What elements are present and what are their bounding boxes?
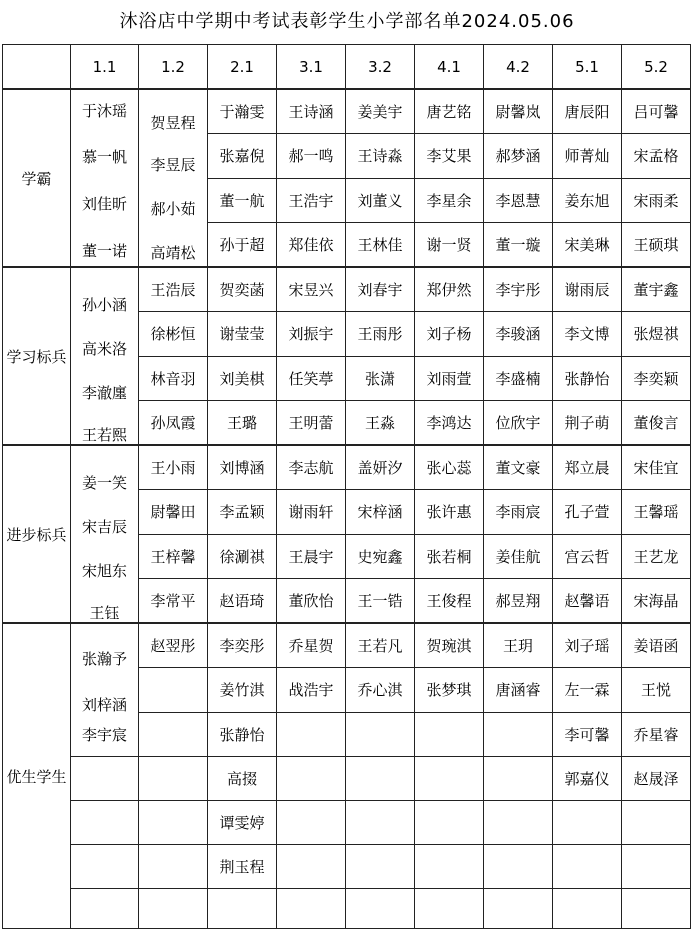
student-name: 于瀚雯 <box>208 89 277 134</box>
student-name: 姜语函 <box>622 623 691 668</box>
student-name: 师菁灿 <box>553 134 622 179</box>
student-name: 李雨宸 <box>484 490 553 535</box>
honor-roll-table <box>2 44 691 929</box>
table-row <box>3 889 691 929</box>
student-name: 徐彬恒 <box>139 312 208 357</box>
student-name: 张心蕊 <box>415 445 484 490</box>
student-name: 高掇 <box>208 757 277 801</box>
student-name: 王浩宇 <box>277 178 346 223</box>
table-row <box>3 445 691 490</box>
student-name: 高靖松 <box>150 244 196 262</box>
student-name <box>484 757 553 801</box>
student-name <box>277 712 346 757</box>
column-header: 3.1 <box>277 45 346 90</box>
student-name: 李文博 <box>553 312 622 357</box>
student-name <box>415 801 484 845</box>
student-name: 谢雨辰 <box>553 267 622 312</box>
student-name: 赵馨语 <box>553 579 622 624</box>
student-name <box>139 668 208 713</box>
student-name: 赵晟泽 <box>622 757 691 801</box>
corner-cell <box>3 45 71 90</box>
student-name: 张许惠 <box>415 490 484 535</box>
student-name: 王若凡 <box>346 623 415 668</box>
student-name: 张瀚予 <box>81 650 127 668</box>
student-name: 宫云哲 <box>553 534 622 579</box>
student-name: 尉馨岚 <box>484 89 553 134</box>
student-name: 史宛鑫 <box>346 534 415 579</box>
merged-name-cell <box>71 89 139 267</box>
table-row <box>3 801 691 845</box>
student-name: 唐艺铭 <box>415 89 484 134</box>
student-name: 刘美棋 <box>208 356 277 401</box>
student-name <box>346 712 415 757</box>
student-name: 高米洛 <box>81 340 127 358</box>
student-name: 李宇宸 <box>81 726 127 744</box>
student-name: 姜一笑 <box>81 474 127 492</box>
student-name: 孙凤霞 <box>139 401 208 446</box>
student-name: 郝一鸣 <box>277 134 346 179</box>
student-name: 李盛楠 <box>484 356 553 401</box>
student-name <box>346 889 415 929</box>
student-name: 王璐 <box>208 401 277 446</box>
student-name: 李奕颖 <box>622 356 691 401</box>
student-name: 宋梓涵 <box>346 490 415 535</box>
student-name <box>139 757 208 801</box>
student-name <box>622 845 691 889</box>
student-name: 孔子萱 <box>553 490 622 535</box>
student-name: 王小雨 <box>139 445 208 490</box>
student-name: 刘梓涵 <box>81 696 127 714</box>
student-name: 郝昱翔 <box>484 579 553 624</box>
column-header: 1.1 <box>71 45 139 90</box>
student-name: 王馨瑶 <box>622 490 691 535</box>
category-cell: 进步标兵 <box>3 445 71 623</box>
student-name: 贺奕菡 <box>208 267 277 312</box>
student-name <box>277 801 346 845</box>
student-name: 徐涮祺 <box>208 534 277 579</box>
student-name <box>208 889 277 929</box>
student-name: 李艾果 <box>415 134 484 179</box>
student-name: 刘雨萱 <box>415 356 484 401</box>
student-name: 王诗涵 <box>277 89 346 134</box>
table-row <box>3 89 691 134</box>
student-name: 李鸿达 <box>415 401 484 446</box>
student-name: 唐涵睿 <box>484 668 553 713</box>
student-name: 李骏涵 <box>484 312 553 357</box>
student-name <box>484 845 553 889</box>
student-name: 郑立晨 <box>553 445 622 490</box>
table-row <box>3 757 691 801</box>
student-name: 李昱辰 <box>150 156 196 174</box>
student-name: 王淼 <box>346 401 415 446</box>
student-name: 董欣怡 <box>277 579 346 624</box>
student-name: 董一诺 <box>81 242 127 260</box>
student-name: 李星余 <box>415 178 484 223</box>
student-name: 于沐瑶 <box>81 102 127 120</box>
student-name: 乔星贺 <box>277 623 346 668</box>
column-header: 4.2 <box>484 45 553 90</box>
student-name: 王梓馨 <box>139 534 208 579</box>
student-name <box>277 757 346 801</box>
column-header: 1.2 <box>139 45 208 90</box>
student-name: 宋佳宜 <box>622 445 691 490</box>
student-name: 姜东旭 <box>553 178 622 223</box>
student-name: 郭嘉仪 <box>553 757 622 801</box>
student-name: 王雨彤 <box>346 312 415 357</box>
student-name: 张梦琪 <box>415 668 484 713</box>
student-name: 赵语琦 <box>208 579 277 624</box>
student-name: 刘佳昕 <box>81 195 127 213</box>
student-name: 刘子杨 <box>415 312 484 357</box>
student-name: 乔星睿 <box>622 712 691 757</box>
student-name: 李澈廛 <box>81 384 127 402</box>
student-name: 慕一帆 <box>81 148 127 166</box>
student-name: 郑伊然 <box>415 267 484 312</box>
student-name: 王艺龙 <box>622 534 691 579</box>
student-name: 宋美琳 <box>553 223 622 268</box>
student-name: 盖妍汐 <box>346 445 415 490</box>
column-header: 4.1 <box>415 45 484 90</box>
student-name: 谢莹莹 <box>208 312 277 357</box>
student-name: 郝小茹 <box>150 200 196 218</box>
student-name <box>553 845 622 889</box>
student-name: 李宇彤 <box>484 267 553 312</box>
student-name: 宋旭东 <box>81 562 127 580</box>
student-name: 荆子萌 <box>553 401 622 446</box>
student-name: 李志航 <box>277 445 346 490</box>
student-name: 吕可馨 <box>622 89 691 134</box>
table-row <box>3 845 691 889</box>
category-cell: 优生学生 <box>3 623 71 929</box>
student-name <box>277 845 346 889</box>
column-header: 5.2 <box>622 45 691 90</box>
category-cell: 学霸 <box>3 89 71 267</box>
student-name: 宋昱兴 <box>277 267 346 312</box>
student-name: 乔心淇 <box>346 668 415 713</box>
student-name <box>139 845 208 889</box>
student-name <box>415 845 484 889</box>
student-name: 董俊言 <box>622 401 691 446</box>
student-name: 郝梦涵 <box>484 134 553 179</box>
student-name <box>346 801 415 845</box>
column-header: 2.1 <box>208 45 277 90</box>
student-name <box>622 889 691 929</box>
student-name: 董文豪 <box>484 445 553 490</box>
student-name: 张若桐 <box>415 534 484 579</box>
column-header: 5.1 <box>553 45 622 90</box>
student-name <box>277 889 346 929</box>
student-name <box>484 712 553 757</box>
merged-name-cell <box>71 623 139 757</box>
student-name <box>415 889 484 929</box>
student-name: 王悦 <box>622 668 691 713</box>
student-name: 宋吉辰 <box>81 518 127 536</box>
empty-cell <box>71 845 139 889</box>
student-name: 李可馨 <box>553 712 622 757</box>
student-name: 李孟颖 <box>208 490 277 535</box>
student-name: 荆玉程 <box>208 845 277 889</box>
student-name: 董一航 <box>208 178 277 223</box>
student-name <box>139 712 208 757</box>
student-name: 王诗淼 <box>346 134 415 179</box>
page-title: 沐浴店中学期中考试表彰学生小学部名单2024.05.06 <box>119 11 575 32</box>
student-name: 张潇 <box>346 356 415 401</box>
merged-name-cell <box>71 445 139 623</box>
empty-cell <box>71 889 139 929</box>
student-name: 董一璇 <box>484 223 553 268</box>
student-name: 姜美宇 <box>346 89 415 134</box>
student-name: 董宇鑫 <box>622 267 691 312</box>
student-name: 贺昱程 <box>150 114 196 132</box>
empty-cell <box>71 801 139 845</box>
student-name: 姜竹淇 <box>208 668 277 713</box>
empty-cell <box>71 757 139 801</box>
student-name: 林音羽 <box>139 356 208 401</box>
student-name <box>553 889 622 929</box>
header-row <box>3 45 691 90</box>
student-name: 赵翌彤 <box>139 623 208 668</box>
column-header: 3.2 <box>346 45 415 90</box>
student-name: 左一霖 <box>553 668 622 713</box>
student-name <box>553 801 622 845</box>
table-row <box>3 267 691 312</box>
merged-name-cell <box>71 267 139 445</box>
student-name: 王硕琪 <box>622 223 691 268</box>
student-name: 王俊程 <box>415 579 484 624</box>
student-name: 谢雨轩 <box>277 490 346 535</box>
student-name: 张静怡 <box>553 356 622 401</box>
student-name: 谭雯婷 <box>208 801 277 845</box>
student-name: 王晨宇 <box>277 534 346 579</box>
student-name <box>415 712 484 757</box>
student-name <box>415 757 484 801</box>
student-name: 宋海晶 <box>622 579 691 624</box>
student-name <box>622 801 691 845</box>
student-name: 刘子瑶 <box>553 623 622 668</box>
student-name: 贺琬淇 <box>415 623 484 668</box>
student-name: 刘春宇 <box>346 267 415 312</box>
student-name: 王一锆 <box>346 579 415 624</box>
student-name: 战浩宇 <box>277 668 346 713</box>
student-name: 尉馨田 <box>139 490 208 535</box>
student-name: 王玥 <box>484 623 553 668</box>
student-name: 宋孟格 <box>622 134 691 179</box>
student-name <box>346 845 415 889</box>
student-name: 孙于超 <box>208 223 277 268</box>
student-name: 李常平 <box>139 579 208 624</box>
student-name: 李奕彤 <box>208 623 277 668</box>
student-name: 王明蕾 <box>277 401 346 446</box>
student-name <box>139 801 208 845</box>
student-name: 姜佳航 <box>484 534 553 579</box>
student-name: 王林佳 <box>346 223 415 268</box>
student-name: 张静怡 <box>208 712 277 757</box>
student-name: 位欣宇 <box>484 401 553 446</box>
student-name: 任笑葶 <box>277 356 346 401</box>
student-name <box>484 889 553 929</box>
student-name: 唐辰阳 <box>553 89 622 134</box>
student-name: 李恩慧 <box>484 178 553 223</box>
student-name: 孙小涵 <box>81 296 127 314</box>
student-name: 宋雨柔 <box>622 178 691 223</box>
student-name <box>346 757 415 801</box>
student-name: 刘振宇 <box>277 312 346 357</box>
student-name: 张煜祺 <box>622 312 691 357</box>
student-name: 郑佳依 <box>277 223 346 268</box>
merged-name-cell <box>139 89 208 267</box>
student-name: 刘博涵 <box>208 445 277 490</box>
category-cell: 学习标兵 <box>3 267 71 445</box>
student-name: 刘董义 <box>346 178 415 223</box>
student-name <box>484 801 553 845</box>
student-name: 王若熙 <box>81 426 127 444</box>
student-name <box>139 889 208 929</box>
student-name: 谢一贤 <box>415 223 484 268</box>
student-name: 张嘉倪 <box>208 134 277 179</box>
table-row <box>3 623 691 668</box>
student-name: 王浩辰 <box>139 267 208 312</box>
student-name: 王钰 <box>89 604 120 622</box>
